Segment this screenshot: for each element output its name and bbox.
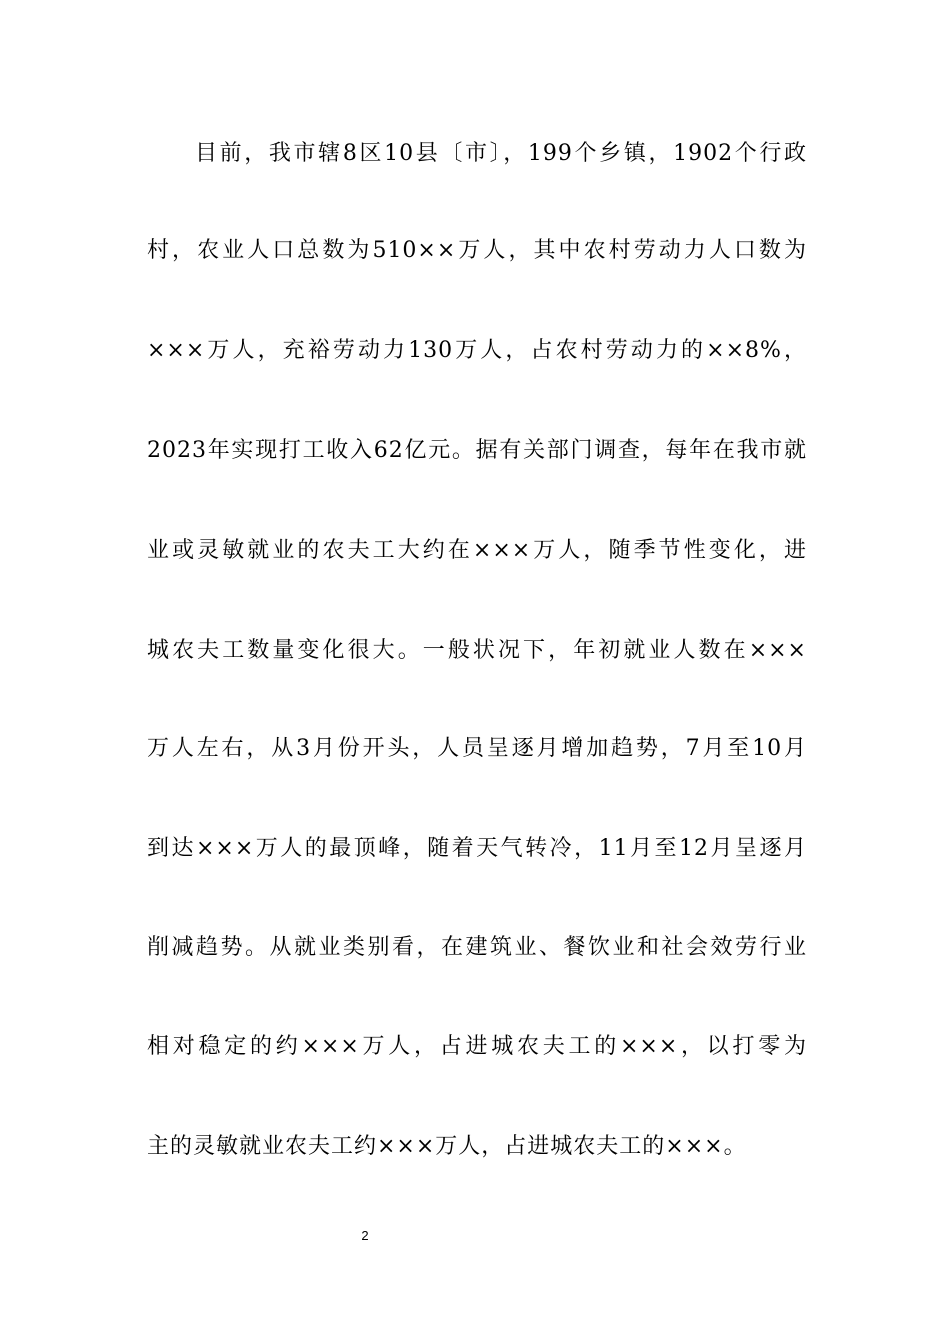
paragraph-line-2: 村，农业人口总数为510××万人，其中农村劳动力人口数为 <box>147 238 807 263</box>
paragraph-line-4: 2023年实现打工收入62亿元。据有关部门调查，每年在我市就 <box>147 438 807 463</box>
paragraph-line-11: 主的灵敏就业农夫工约×××万人，占进城农夫工的×××。 <box>147 1134 747 1159</box>
paragraph-line-6: 城农夫工数量变化很大。一般状况下，年初就业人数在××× <box>147 638 807 663</box>
paragraph-line-9: 削减趋势。从就业类别看，在建筑业、餐饮业和社会效劳行业 <box>147 935 807 960</box>
paragraph-line-1: 目前，我市辖8区10县〔市〕，199个乡镇，1902个行政 <box>195 141 807 166</box>
paragraph-line-3: ×××万人，充裕劳动力130万人，占农村劳动力的××8%， <box>147 338 807 363</box>
paragraph-line-7: 万人左右，从3月份开头，人员呈逐月增加趋势，7月至10月 <box>147 736 807 761</box>
paragraph-line-8: 到达×××万人的最顶峰，随着天气转冷，11月至12月呈逐月 <box>147 836 807 861</box>
page-number: 2 <box>361 1228 369 1243</box>
paragraph-line-10: 相对稳定的约×××万人，占进城农夫工的×××，以打零为 <box>147 1034 807 1059</box>
paragraph-line-5: 业或灵敏就业的农夫工大约在×××万人，随季节性变化，进 <box>147 538 807 563</box>
